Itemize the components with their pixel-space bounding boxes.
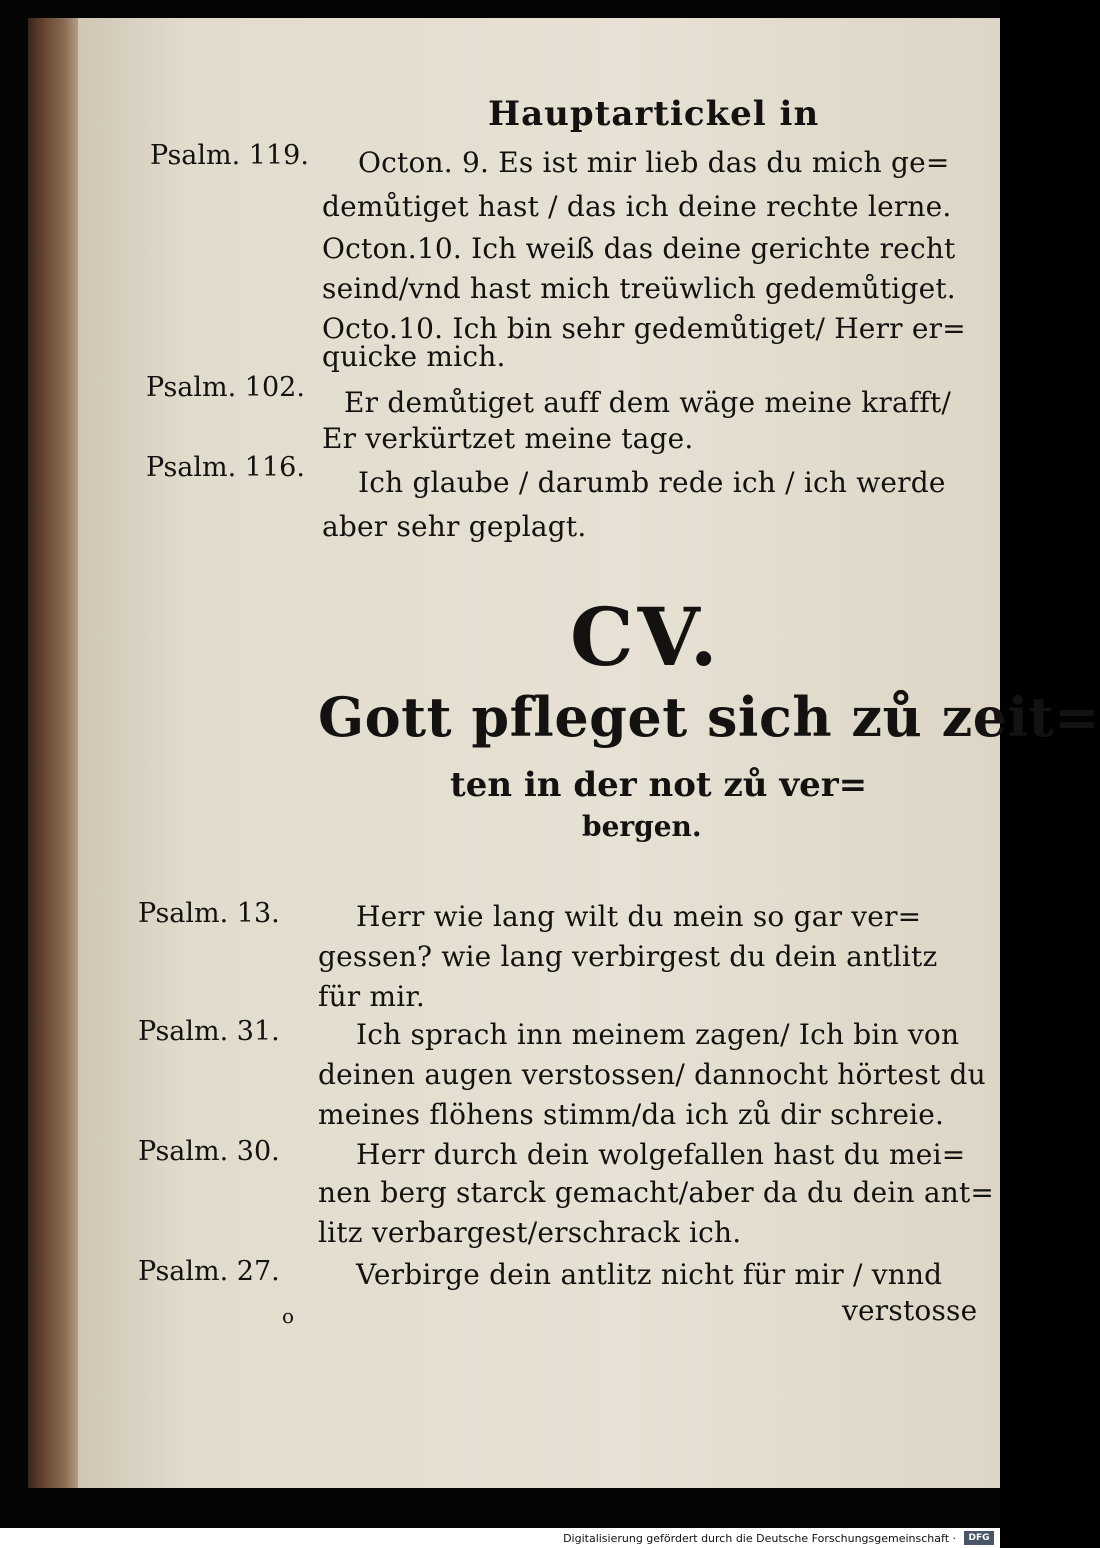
chapter-title-line2: ten in der not zů ver= <box>450 765 868 805</box>
text-line: für mir. <box>318 980 425 1013</box>
text-line: gessen? wie lang verbirgest du dein antlitz <box>318 940 938 973</box>
text-line: Octon. 9. Es ist mir lieb das du mich ge= <box>358 146 950 179</box>
text-line: Octon.10. Ich weiß das deine gerichte recht <box>322 232 956 265</box>
text-line: seind/vnd hast mich treüwlich gedemůtiget. <box>322 272 956 305</box>
chapter-number: CV. <box>570 590 722 684</box>
margin-ref: Psalm. 27. <box>138 1256 280 1287</box>
footer-bar <box>0 1528 1000 1548</box>
chapter-title-line3: bergen. <box>582 810 702 843</box>
margin-ref: Psalm. 13. <box>138 898 280 929</box>
text-line: litz verbargest/erschrack ich. <box>318 1216 742 1249</box>
margin-ref: Psalm. 30. <box>138 1136 280 1167</box>
text-line: aber sehr geplagt. <box>322 510 587 543</box>
text-line: Verbirge dein antlitz nicht für mir / vnnd <box>356 1258 943 1291</box>
margin-ref: Psalm. 102. <box>146 372 305 403</box>
text-line: deinen augen verstossen/ dannocht hörtest du <box>318 1058 986 1091</box>
margin-ref: Psalm. 31. <box>138 1016 280 1047</box>
text-line: demůtiget hast / das ich deine rechte lerne. <box>322 190 952 223</box>
text-line: meines flöhens stimm/da ich zů dir schreie. <box>318 1098 945 1131</box>
text-line: quicke mich. <box>322 340 506 373</box>
text-line: Ich glaube / darumb rede ich / ich werde <box>358 466 946 499</box>
text-line: Octo.10. Ich bin sehr gedemůtiget/ Herr er= <box>322 312 966 345</box>
running-head: Hauptartickel in <box>488 94 820 134</box>
text-line: nen berg starck gemacht/aber da du dein ant= <box>318 1176 995 1209</box>
text-line: Ich sprach inn meinem zagen/ Ich bin von <box>356 1018 960 1051</box>
footer-credit: Digitalisierung gefördert durch die Deutsche Forschungsgemeinschaft · <box>563 1532 956 1545</box>
signature-mark: o <box>282 1304 295 1328</box>
chapter-title-line1: Gott pfleget sich zů zeit= <box>318 685 1100 749</box>
book-spine-edge <box>28 18 80 1488</box>
dfg-logo-icon: DFG <box>964 1531 994 1545</box>
text-line: Herr durch dein wolgefallen hast du mei= <box>356 1138 966 1171</box>
text-line: Herr wie lang wilt du mein so gar ver= <box>356 900 922 933</box>
text-line: Er demůtiget auff dem wäge meine krafft/ <box>344 386 952 419</box>
margin-ref: Psalm. 119. <box>150 140 309 171</box>
text-line: Er verkürtzet meine tage. <box>322 422 694 455</box>
catchword: verstosse <box>842 1294 978 1327</box>
margin-ref: Psalm. 116. <box>146 452 305 483</box>
